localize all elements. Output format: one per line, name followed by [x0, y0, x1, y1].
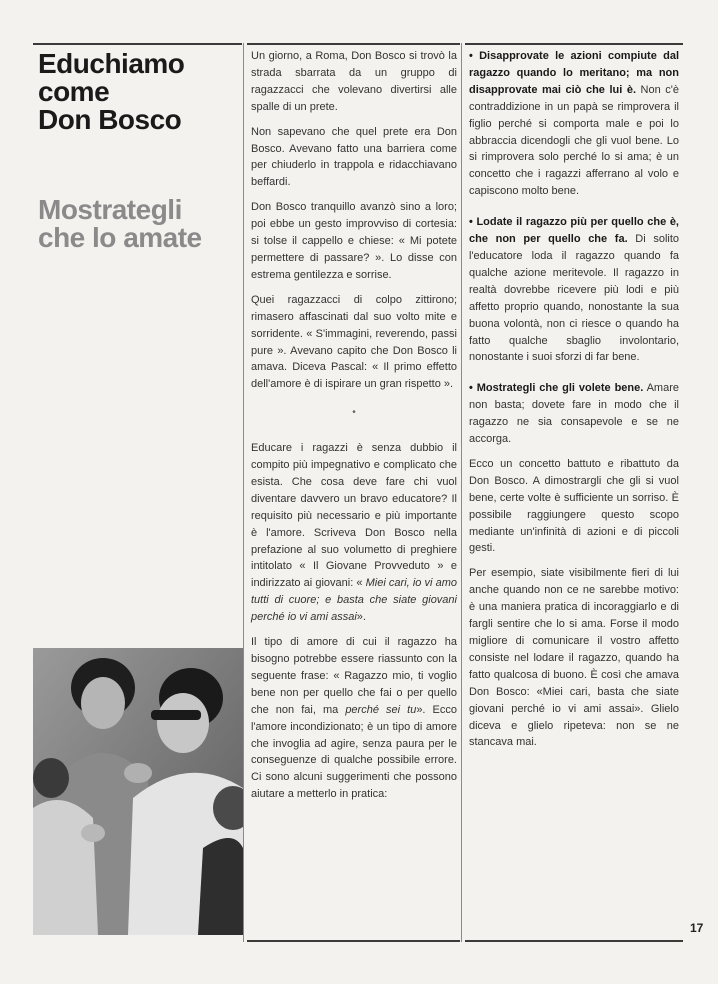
italic-quote: perché sei tu	[345, 703, 417, 716]
paragraph: Per esempio, siate visibilmente fieri di lui anche quando non ce ne sarebbe motivo: è una maniera pratica di incoraggiarlo e di fargli sentire che lo si ama. Forse il modo migliore di comunicare il vostro affetto consiste nel lodare il ragazzo, quando ha fatto qualcosa di buono. È così che amava Don Bosco: «Miei cari, basta che siate giovani perché io vi ami assai». Glielo diceva e glielo ripeteva: non se ne stancava mai.	[469, 567, 679, 749]
middle-column	[251, 48, 457, 811]
text-run: Il tipo di amore di cui il ragazzo ha bisogno potrebbe essere riassunto con la seguente frase: « Ragazzo mio, ti voglio bene non per quello che fai o per quello che non fai, ma	[251, 636, 457, 716]
text-run: Educare i ragazzi è senza dubbio il compito più impegnativo e complicato che esista. Che cosa deve fare chi vuol diventare davvero un bravo educatore? Il requisito più necessario e più importante è l'amore. Scriveva Don Bosco nella prefazione al suo volumetto di preghiere intitolato « Il Giovane Provveduto » e indirizzato ai giovani: «	[251, 442, 457, 590]
suggestion-3	[469, 380, 679, 448]
top-rule-middle	[247, 43, 460, 45]
bottom-rule-right	[465, 940, 683, 942]
article-title	[38, 50, 243, 134]
page-number: 17	[690, 921, 704, 935]
suggestion-heading: • Mostrategli che gli volete bene.	[469, 382, 644, 395]
top-rule-left	[33, 43, 242, 45]
title-line-3: Don Bosco	[38, 104, 182, 135]
suggestion-text: Amare non basta; dovete fare in modo che il ragazzo ne sia consapevole e se ne accorga.	[469, 382, 679, 446]
suggestion-text: Non c'è contraddizione in un papà se rimprovera il figlio perché si comporta male e poi lo abbraccia dicendogli che gli vuol bene. Lo si rimprovera solo perché lo si ama; è un concetto che i ragazzi afferrano al volo e capiscono molto bene.	[469, 83, 679, 198]
bottom-rule-middle	[247, 940, 460, 942]
paragraph: Ecco un concetto battuto e ribattuto da Don Bosco. A dimostrargli che gli si vuol bene, certe volte è sufficiente un sorriso. È possibile raggiungere questo scopo mediante un'infinità di azioni e di piccoli gesti.	[469, 457, 679, 555]
suggestion-2	[469, 214, 679, 366]
subtitle-line-1: Mostrategli	[38, 194, 182, 225]
suggestion-heading: • Disapprovate le azioni compiute dal ragazzo quando lo meritano; ma non disapprovate mai ciò che lui è.	[469, 50, 679, 96]
top-rule-right	[465, 43, 683, 45]
text-run: ». Ecco l'amore incondizionato; è un tipo di amore che invoglia ad agire, senza paura per le conseguenze di qualche possibile errore. Ci sono alcuni suggerimenti che possono aiutare a metterlo in pratica:	[251, 703, 458, 801]
right-column	[469, 48, 679, 759]
paragraph: Un giorno, a Roma, Don Bosco si trovò la strada sbarrata da un gruppo di ragazzacci che volevano divertirsi alle spalle di un prete.	[251, 50, 457, 113]
text-run: ».	[356, 611, 366, 624]
title-line-1: Educhiamo	[38, 48, 185, 79]
title-line-2: come	[38, 76, 110, 107]
paragraph: Quei ragazzacci di colpo zittirono; rimasero affascinati dal suo volto mite e sorridente. « S'immagini, reverendo, passi pure ». Avevano capito che Don Bosco li amava. Diceva Pascal: « Il primo effetto dell'amore è di ispirare un gran rispetto ».	[251, 293, 457, 391]
paragraph: Don Bosco tranquillo avanzò sino a loro; poi ebbe un gesto improvviso di cortesia: si tolse il cappello e chiese: « Mi potete permettere di passare? ». Lo disse con estrema gentilezza e sorrise.	[251, 201, 457, 281]
suggestion-heading: • Lodate il ragazzo più per quello che è, che non per quello che fa.	[469, 216, 679, 246]
article-subtitle	[38, 196, 243, 252]
family-photo-illustration	[33, 648, 243, 935]
suggestion-text: Di solito l'educatore loda il ragazzo quando fa qualche azione meritevole. Il ragazzo in realtà dovrebbe ricevere più lodi e più affetto proprio quando, nonostante la sua buona volontà, non ci riesce o quando ha fatto qualche sbaglio involontario, nonostante i suoi sforzi di far bene.	[469, 233, 680, 364]
section-separator: •	[352, 407, 356, 419]
column-divider-1	[243, 43, 244, 942]
suggestion-1	[469, 48, 679, 200]
paragraph: Non sapevano che quel prete era Don Bosco. Avevano fatto una barriera come per chiuderlo in trappola e ridacchiavano beffardi.	[251, 125, 457, 189]
paragraph	[251, 634, 457, 803]
subtitle-line-2: che lo amate	[38, 222, 202, 253]
paragraph	[251, 440, 457, 626]
italic-quote: Miei cari, io vi amo tutti di cuore; e basta che siate giovani perché io vi ami assai	[251, 577, 457, 624]
family-photo	[33, 648, 243, 935]
column-divider-2	[461, 43, 462, 942]
